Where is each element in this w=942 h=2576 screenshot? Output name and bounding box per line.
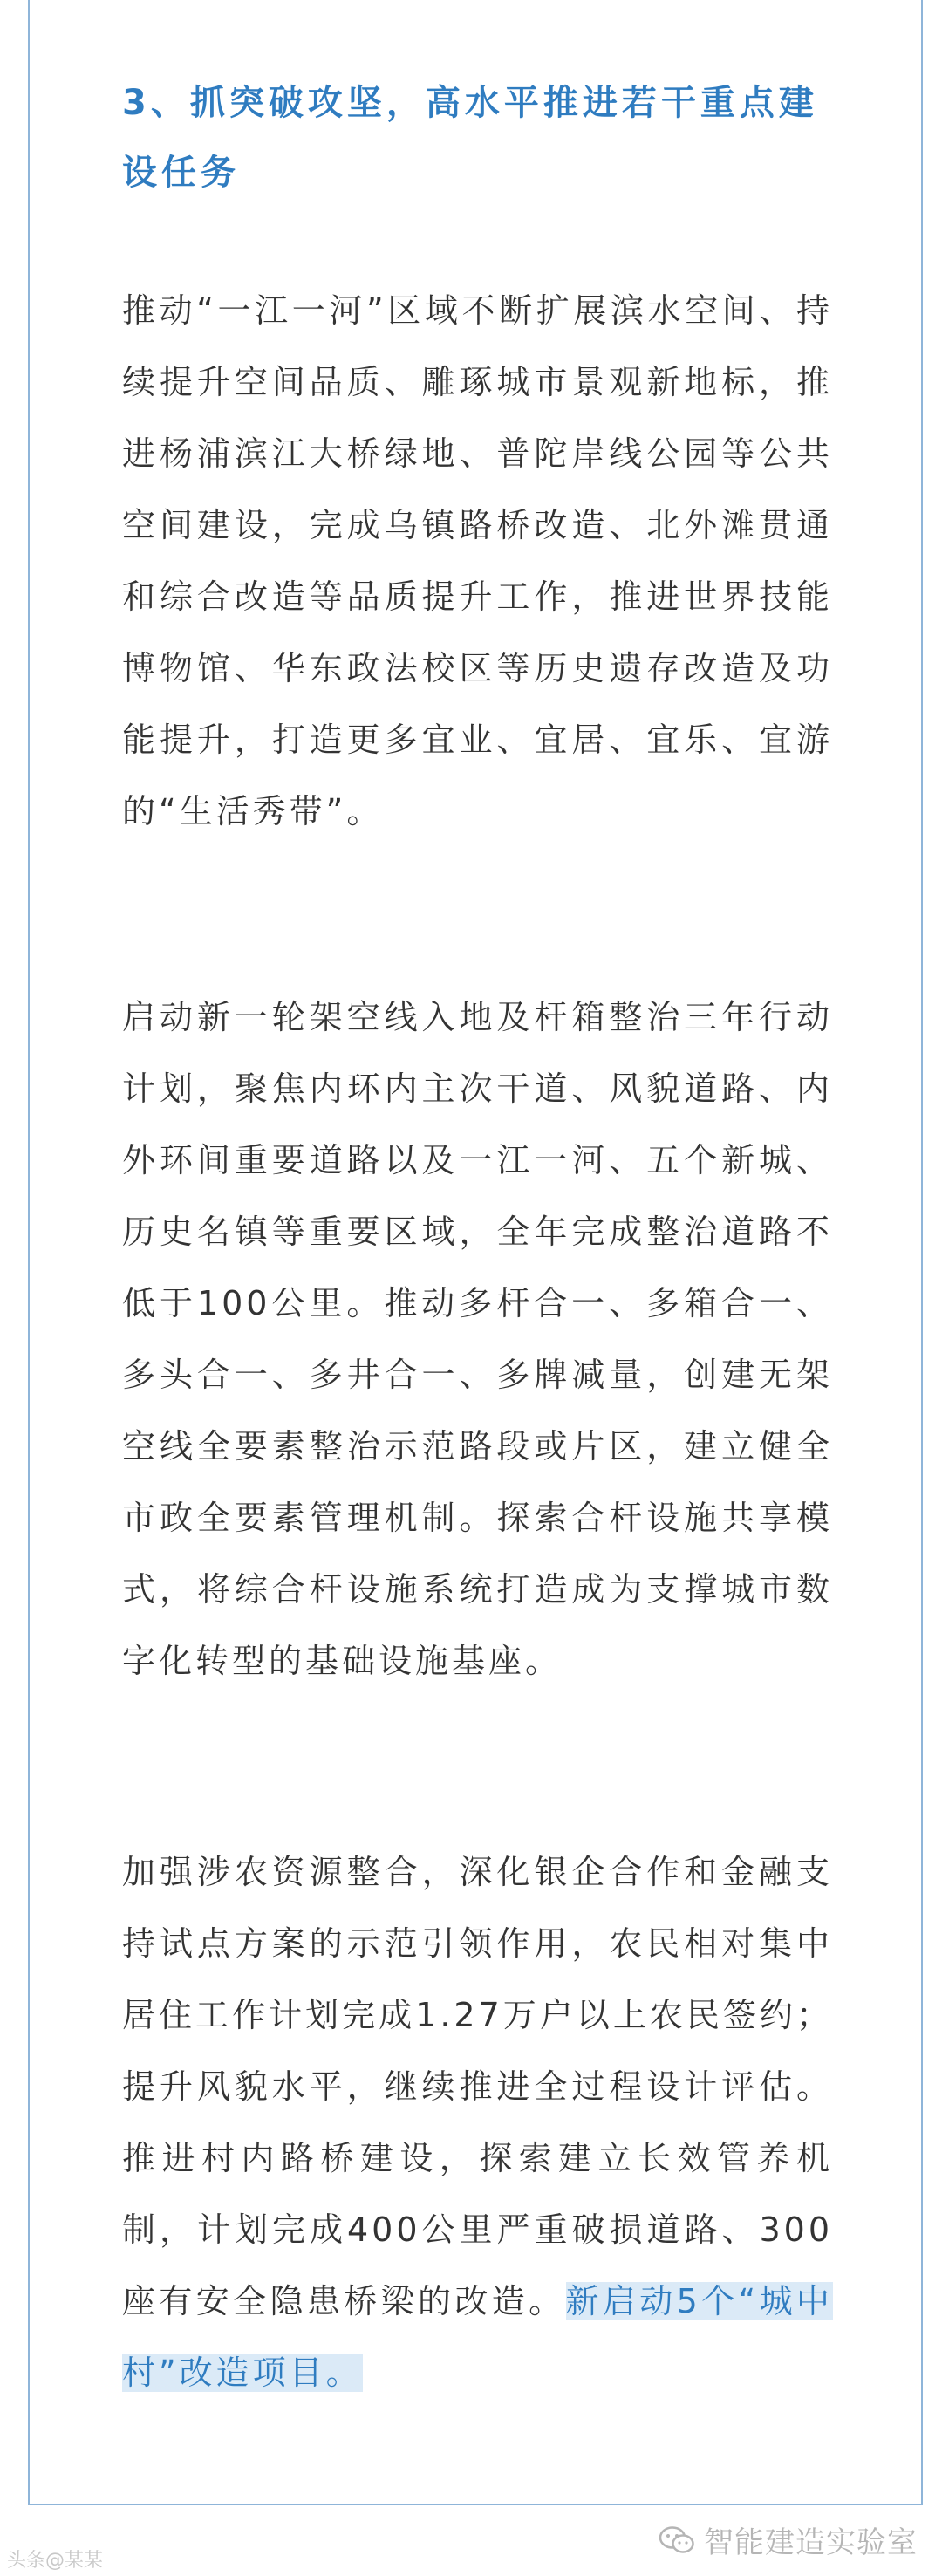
wechat-icon <box>659 2525 695 2555</box>
account-watermark <box>659 2518 918 2561</box>
paragraph-overhead-lines: 启动新一轮架空线入地及杆箱整治三年行动计划，聚焦内环内主次干道、风貌道路、内外环间重要道路以及一江一河、五个新城、历史名镇等重要区域，全年完成整治道路不低于100公里。推动多杆合一、多箱合一、多头合一、多井合一、多牌减量，创建无架空线全要素整治示范路段或片区，建立健全市政全要素管理机制。探索合杆设施共享模式，将综合杆设施系统打造成为支撑城市数字化转型的基础设施基座。 <box>122 998 833 1680</box>
paragraph-waterfront: 推动“一江一河”区域不断扩展滨水空间、持续提升空间品质、雕琢城市景观新地标，推进杨浦滨江大桥绿地、普陀岸线公园等公共空间建设，完成乌镇路桥改造、北外滩贯通和综合改造等品质提升工作，推进世界技能博物馆、华东政法校区等历史遗存改造及功能提升，打造更多宜业、宜居、宜乐、宜游的“生活秀带”。 <box>122 291 833 830</box>
section-heading: 3、抓突破攻坚，高水平推进若干重点建设任务 <box>122 83 818 193</box>
corner-watermark: 头条@某某 <box>7 2550 104 2572</box>
highlighted-sentence: 新启动5个“城中村”改造项目。 <box>122 2282 833 2392</box>
paragraph-rural <box>122 1836 833 2409</box>
account-name: 智能建造实验室 <box>704 2525 918 2560</box>
paragraph-rural-text: 加强涉农资源整合，深化银企合作和金融支持试点方案的示范引领作用，农民相对集中居住工作计划完成1.27万户以上农民签约；提升风貌水平，继续推进全过程设计评估。推进村内路桥建设，探索建立长效管养机制，计划完成400公里严重破损道路、300座有安全隐患桥梁的改造。 <box>122 1853 833 2320</box>
